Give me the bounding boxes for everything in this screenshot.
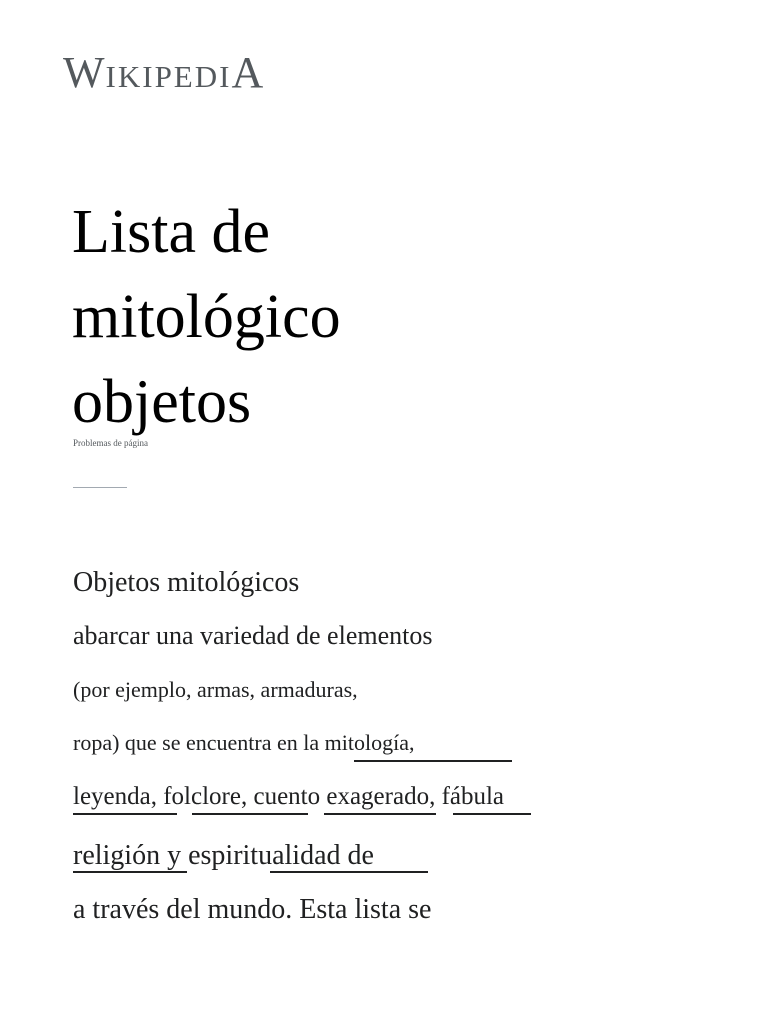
body-line-7: a través del mundo. Esta lista se — [73, 894, 432, 925]
page-title-line-3: objetos — [72, 368, 252, 436]
body-line-6: religión y espiritualidad de — [73, 840, 374, 871]
body-line-5: leyenda, folclore, cuento exagerado, fábula — [73, 783, 505, 810]
wikipedia-logo[interactable] — [63, 48, 264, 102]
body-line-4: ropa) que se encuentra en la mitología, — [73, 730, 415, 755]
page-issues-link[interactable]: Problemas de página — [73, 438, 148, 448]
body-line-1: Objetos mitológicos — [73, 567, 300, 598]
link-underline-folclore[interactable] — [192, 813, 308, 815]
link-underline-religion[interactable] — [73, 871, 187, 873]
link-underline-leyenda[interactable] — [73, 813, 177, 815]
link-underline-cuento-exagerado[interactable] — [324, 813, 436, 815]
section-divider — [73, 487, 127, 488]
link-underline-mitologia[interactable] — [354, 760, 512, 762]
body-line-2: abarcar una variedad de elementos — [73, 621, 433, 650]
logo-letters-small-caps: IKIPEDI — [105, 59, 232, 94]
body-line-3: (por ejemplo, armas, armaduras, — [73, 677, 358, 702]
link-underline-fabula[interactable] — [453, 813, 531, 815]
link-underline-espiritualidad[interactable] — [270, 871, 428, 873]
logo-letter-a: A — [231, 48, 265, 97]
page-title — [72, 190, 492, 445]
page-title-line-2: mitológico — [72, 283, 341, 351]
logo-letter-w: W — [63, 48, 106, 97]
page-title-line-1: Lista de — [72, 198, 270, 266]
